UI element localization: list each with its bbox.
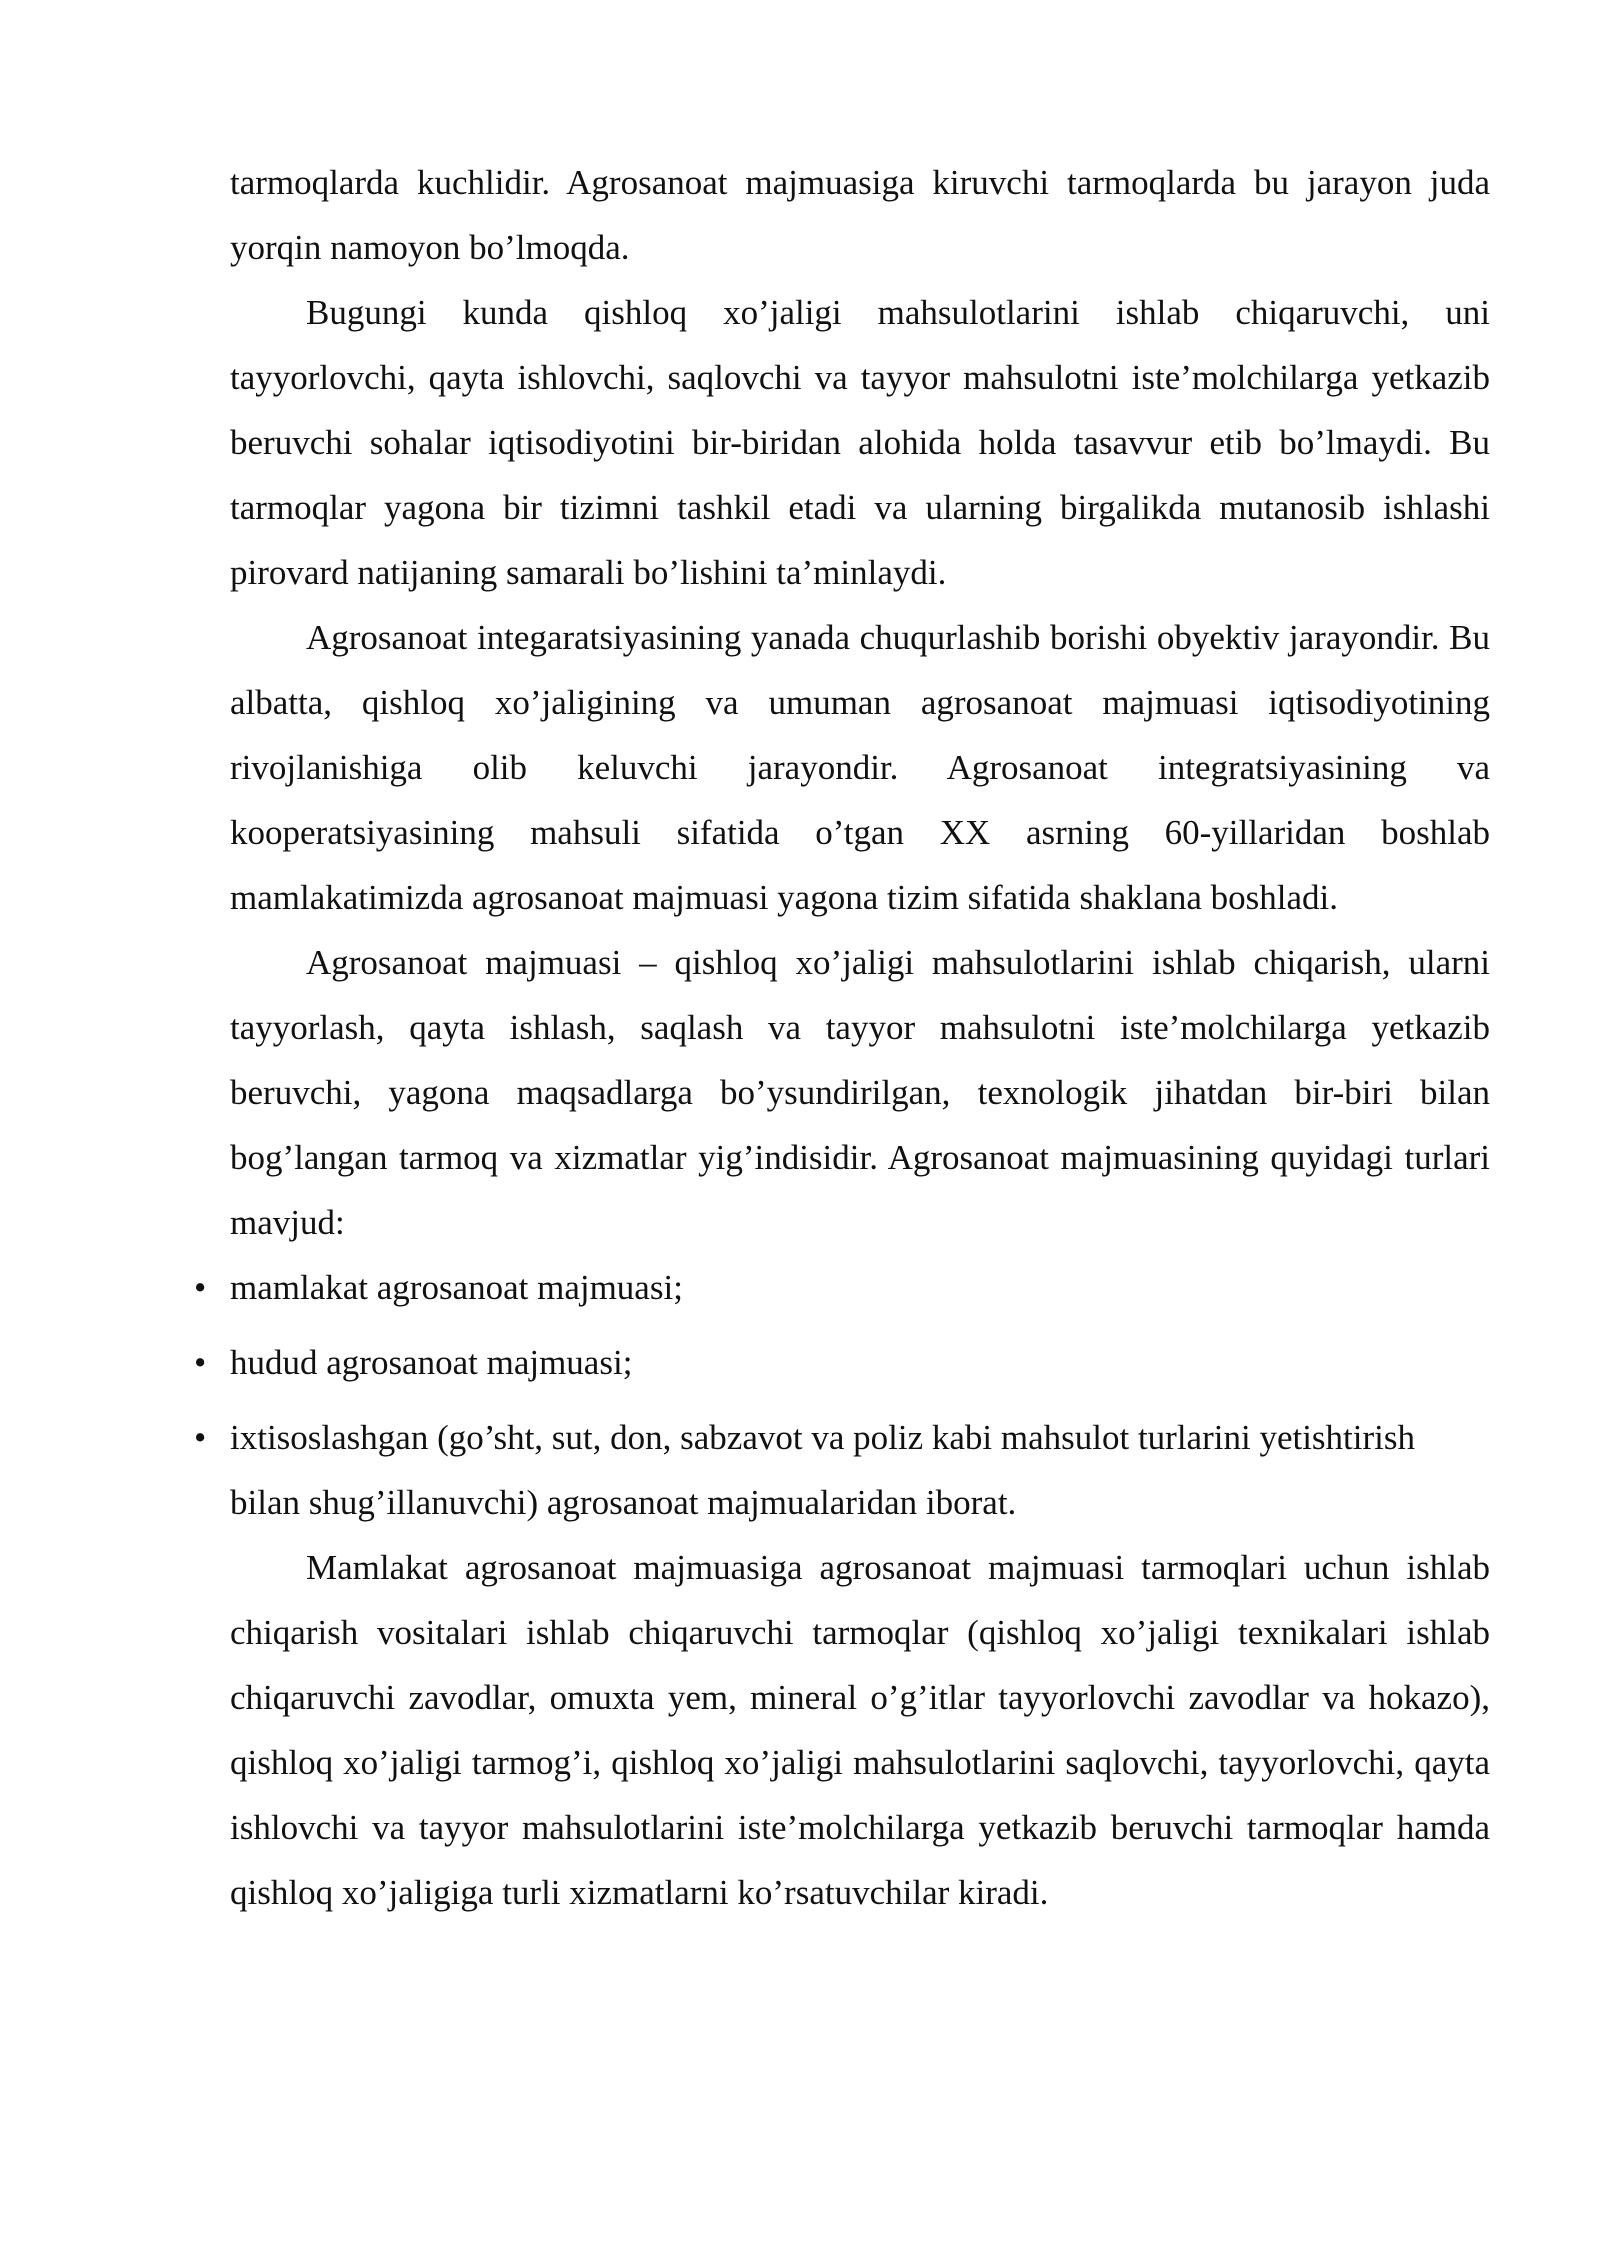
list-item-text: mamlakat agrosanoat majmuasi; xyxy=(230,1268,683,1307)
list-item-text: ixtisoslashgan (go’sht, sut, don, sabzavot va poliz kabi mahsulot turlarini yetishtirish bilan shug’illanuvchi) agrosanoat majmualaridan iborat. xyxy=(230,1418,1415,1522)
bullet-icon: • xyxy=(194,1268,207,1307)
complex-types-list xyxy=(194,1255,1490,1535)
bullet-icon: • xyxy=(194,1418,207,1457)
paragraph-integration-process: Agrosanoat integaratsiyasining yanada chuqurlashib borishi obyektiv jarayondir. Bu albatta, qishloq xo’jaligining va umuman agrosanoat majmuasi iqtisodiyotining rivojlanishiga olib keluvchi jarayondir. Agrosanoat integratsiyasining va kooperatsiyasining mahsuli sifatida o’tgan XX asrning 60-yillaridan boshlab mamlakatimizda agrosanoat majmuasi yagona tizim sifatida shaklana boshladi. xyxy=(230,618,1490,917)
list-item xyxy=(194,1405,1490,1535)
paragraph-national-complex: Mamlakat agrosanoat majmuasiga agrosanoat majmuasi tarmoqlari uchun ishlab chiqarish vositalari ishlab chiqaruvchi tarmoqlar (qishloq xo’jaligi texnikalari ishlab chiqaruvchi zavodlar, omuxta yem, mineral o’g’itlar tayyorlovchi zavodlar va hokazo), qishloq xo’jaligi tarmog’i, qishloq xo’jaligi mahsulotlarini saqlovchi, tayyorlovchi, qayta ishlovchi va tayyor mahsulotlarini iste’molchilarga yetkazib beruvchi tarmoqlar hamda qishloq xo’jaligiga turli xizmatlarni ko’rsatuvchilar kiradi. xyxy=(230,1548,1490,1912)
paragraph-complex-definition: Agrosanoat majmuasi – qishloq xo’jaligi mahsulotlarini ishlab chiqarish, ularni tayyorlash, qayta ishlash, saqlash va tayyor mahsulotni iste’molchilarga yetkazib beruvchi, yagona maqsadlarga bo’ysundirilgan, texnologik jihatdan bir-biri bilan bog’langan tarmoq va xizmatlar yig’indisidir. Agrosanoat majmuasining quyidagi turlari mavjud: xyxy=(230,943,1490,1242)
list-item xyxy=(194,1255,1490,1320)
list-item-text: hudud agrosanoat majmuasi; xyxy=(230,1343,633,1382)
document-page xyxy=(194,150,1490,1925)
paragraph-integration-sectors: Bugungi kunda qishloq xo’jaligi mahsulotlarini ishlab chiqaruvchi, uni tayyorlovchi, qayta ishlovchi, saqlovchi va tayyor mahsulotni iste’molchilarga yetkazib beruvchi sohalar iqtisodiyotini bir-biridan alohida holda tasavvur etib bo’lmaydi. Bu tarmoqlar yagona bir tizimni tashkil etadi va ularning birgalikda mutanosib ishlashi pirovard natijaning samarali bo’lishini ta’minlaydi. xyxy=(230,293,1490,592)
list-item xyxy=(194,1330,1490,1395)
bullet-icon: • xyxy=(194,1343,207,1382)
paragraph-continuation: tarmoqlarda kuchlidir. Agrosanoat majmuasiga kiruvchi tarmoqlarda bu jarayon juda yorqin namoyon bo’lmoqda. xyxy=(230,163,1490,267)
